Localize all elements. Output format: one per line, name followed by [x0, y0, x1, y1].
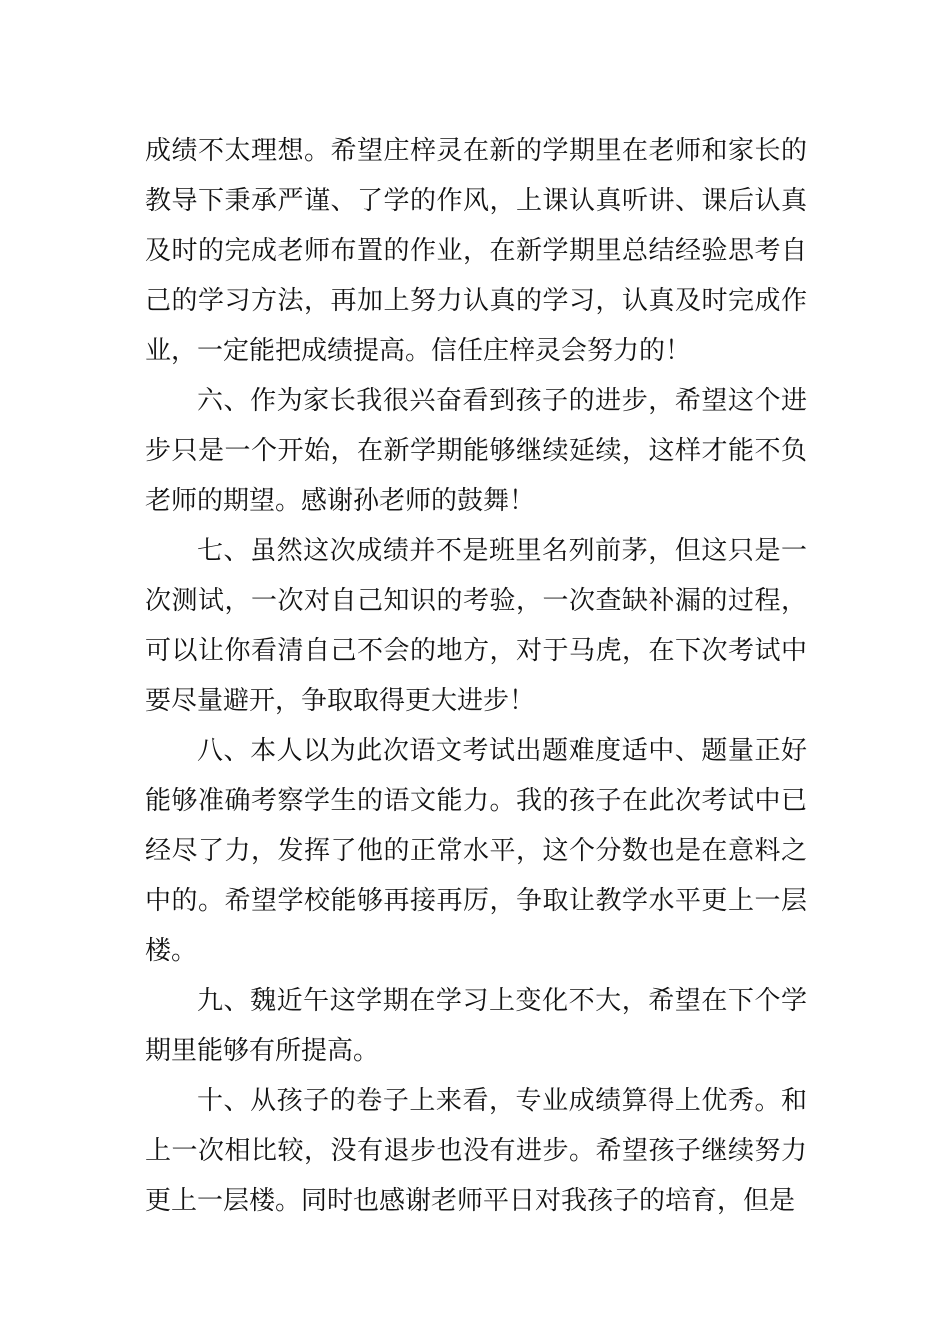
paragraph-seven: 七、虽然这次成绩并不是班里名列前茅，但这只是一次测试，一次对自己知识的考验，一次查缺补漏的过程，可以让你看清自己不会的地方，对于马虎，在下次考试中要尽量避开，争取取得更大进步！: [145, 536, 807, 716]
paragraph-ten: 十、从孩子的卷子上来看，专业成绩算得上优秀。和上一次相比较，没有退步也没有进步。希望孩子继续努力更上一层楼。同时也感谢老师平日对我孩子的培育，但是: [145, 1086, 807, 1216]
document-body: [145, 126, 807, 1226]
paragraph-continuation: 成绩不太理想。希望庄梓灵在新的学期里在老师和家长的教导下秉承严谨、了学的作风，上课认真听讲、课后认真及时的完成老师布置的作业，在新学期里总结经验思考自己的学习方法，再加上努力认真的学习，认真及时完成作业，一定能把成绩提高。信任庄梓灵会努力的！: [145, 136, 807, 366]
paragraph-eight: 八、本人以为此次语文考试出题难度适中、题量正好能够准确考察学生的语文能力。我的孩子在此次考试中已经尽了力，发挥了他的正常水平，这个分数也是在意料之中的。希望学校能够再接再厉，争取让教学水平更上一层楼。: [145, 736, 807, 966]
paragraph-nine: 九、魏近午这学期在学习上变化不大，希望在下个学期里能够有所提高。: [145, 986, 807, 1066]
paragraph-six: 六、作为家长我很兴奋看到孩子的进步，希望这个进步只是一个开始，在新学期能够继续延续，这样才能不负老师的期望。感谢孙老师的鼓舞！: [145, 386, 807, 516]
